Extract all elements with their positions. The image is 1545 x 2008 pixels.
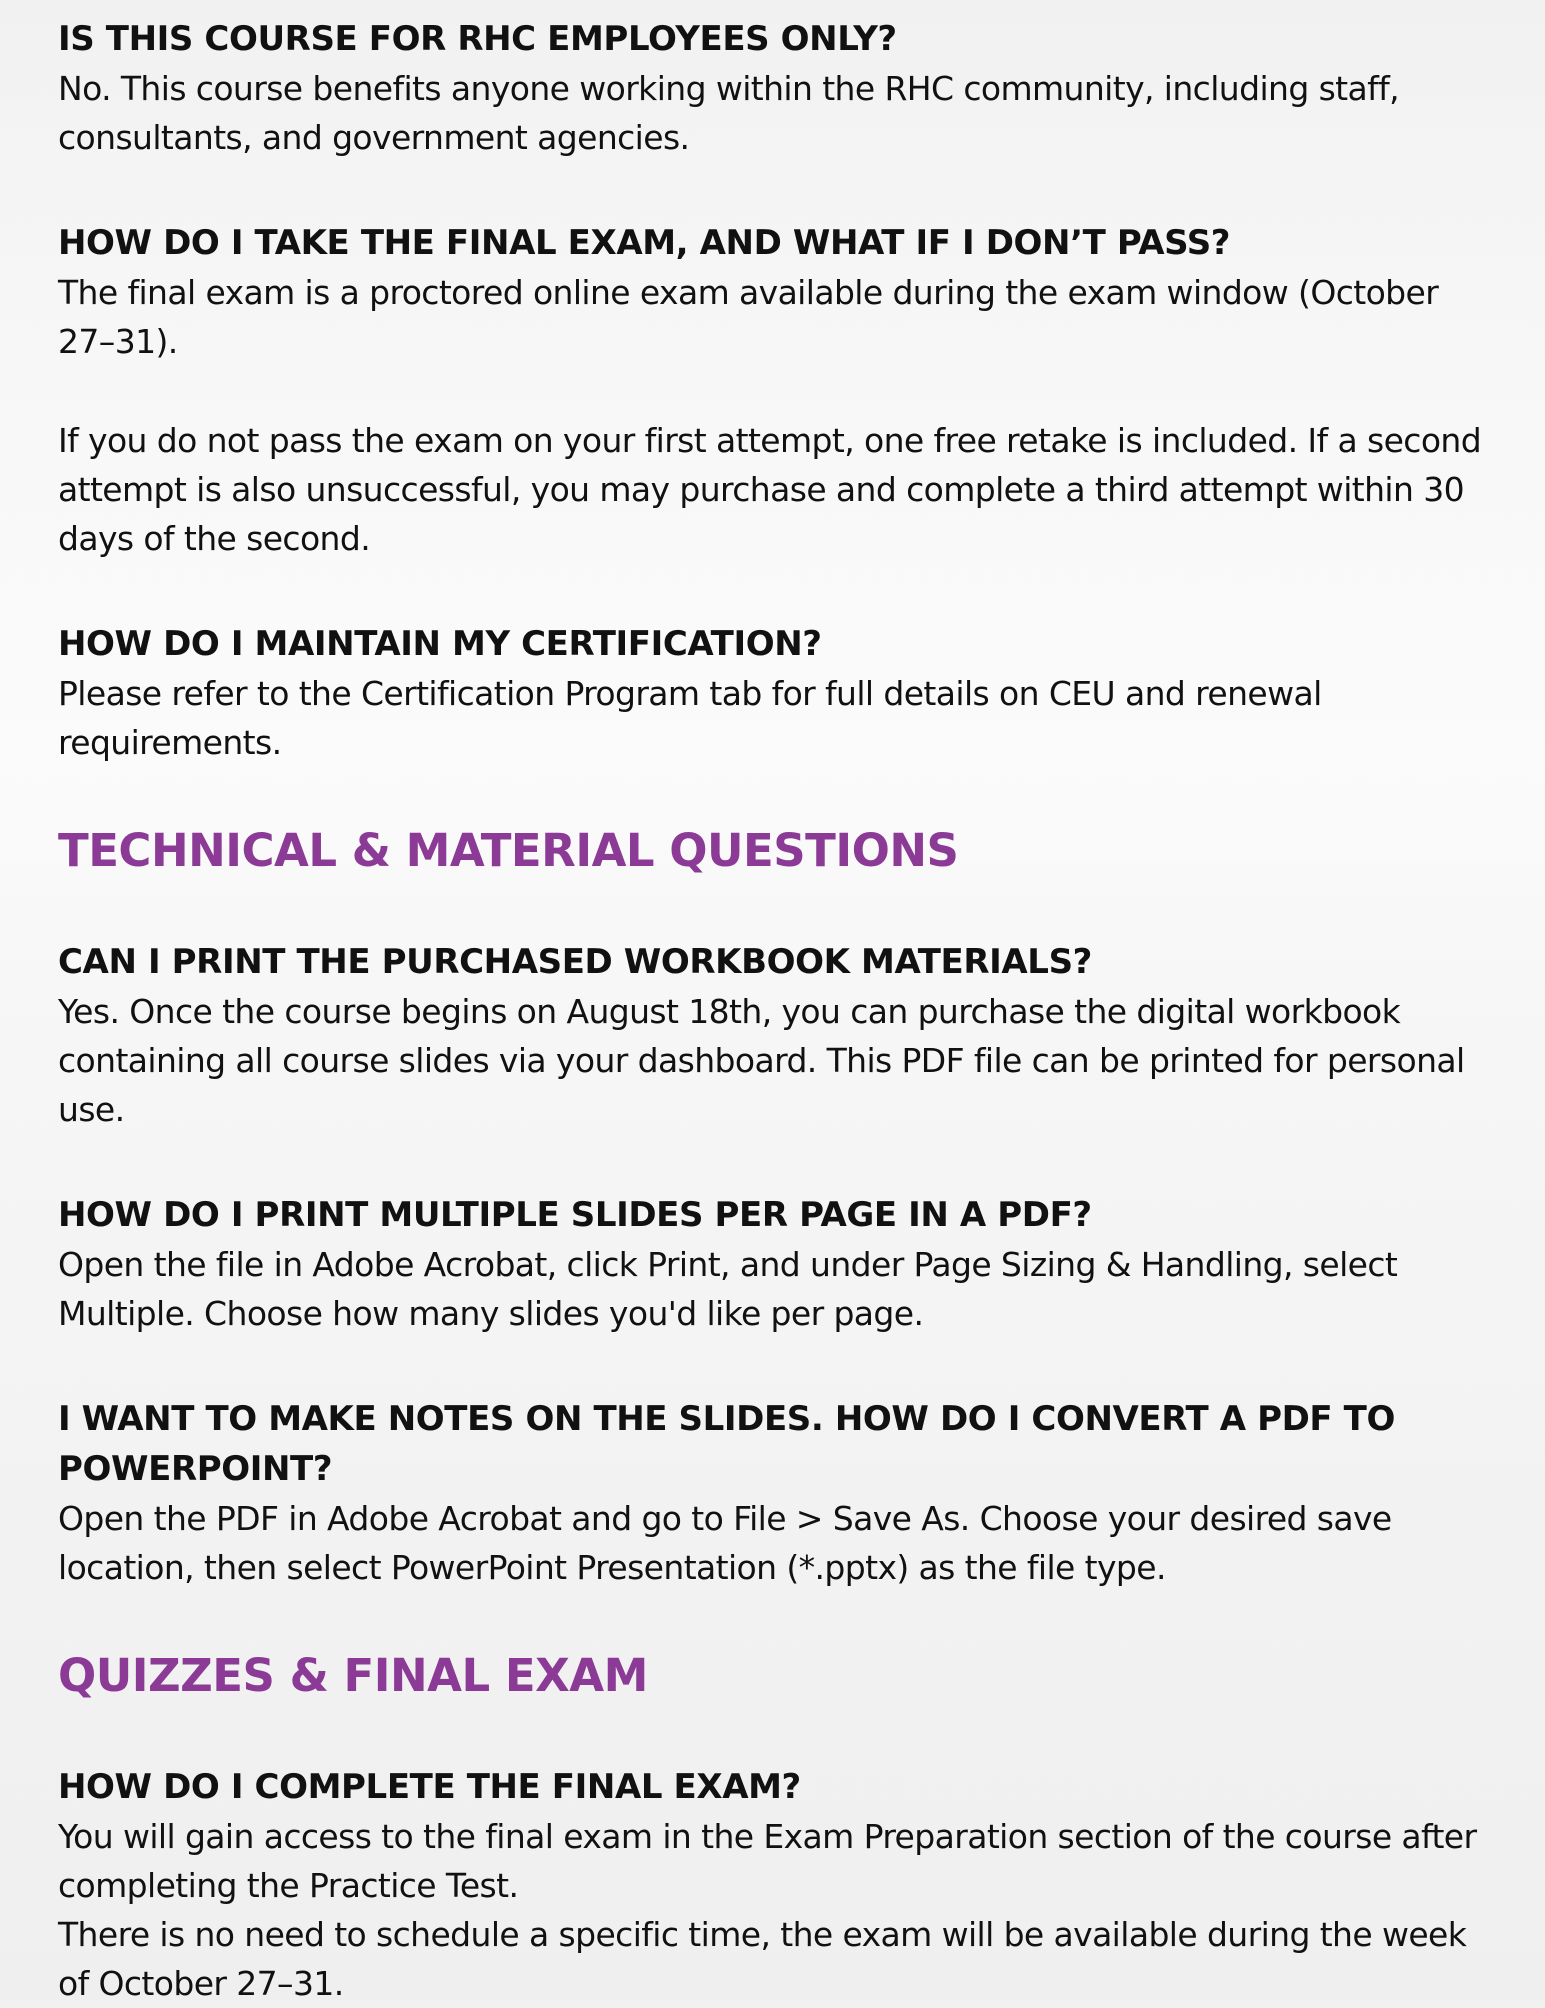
faq-question: HOW DO I MAINTAIN MY CERTIFICATION?	[58, 624, 822, 664]
faq-question: HOW DO I TAKE THE FINAL EXAM, AND WHAT IF I DON’T PASS?	[58, 223, 1231, 263]
faq-answer: You will gain access to the final exam in the Exam Preparation section of the course after completing the Practice Test.	[58, 1817, 1477, 1905]
faq-answer: If you do not pass the exam on your first attempt, one free retake is included. If a second attempt is also unsuccessful, you may purchase and complete a third attempt within 30 days of the second.	[58, 421, 1482, 558]
faq-question: CAN I PRINT THE PURCHASED WORKBOOK MATERIALS?	[58, 942, 1092, 982]
faq-answer: The final exam is a proctored online exam available during the exam window (October 27–31).	[58, 273, 1439, 361]
faq-answer: No. This course benefits anyone working within the RHC community, including staff, consultants, and government agencies.	[58, 69, 1400, 157]
section-heading-quizzes: QUIZZES & FINAL EXAM	[58, 1649, 648, 1702]
section-heading-technical: TECHNICAL & MATERIAL QUESTIONS	[58, 824, 959, 877]
faq-question: IS THIS COURSE FOR RHC EMPLOYEES ONLY?	[58, 19, 897, 59]
faq-question: I WANT TO MAKE NOTES ON THE SLIDES. HOW DO I CONVERT A PDF TO POWERPOINT?	[58, 1399, 1395, 1489]
faq-answer: Open the file in Adobe Acrobat, click Print, and under Page Sizing & Handling, select Multiple. Choose how many slides you'd like per page.	[58, 1245, 1398, 1333]
faq-answer: There is no need to schedule a specific time, the exam will be available during the week of October 27–31.	[58, 1915, 1467, 2003]
faq-item-convert-pdf-powerpoint	[58, 1394, 1487, 1592]
faq-item-print-multiple-slides	[58, 1190, 1487, 1338]
faq-item-final-exam-retake	[58, 218, 1487, 563]
faq-answer: Yes. Once the course begins on August 18th, you can purchase the digital workbook containing all course slides via your dashboard. This PDF file can be printed for personal use.	[58, 992, 1465, 1129]
faq-item-print-workbook	[58, 937, 1487, 1134]
faq-item-rhc-employees	[58, 14, 1487, 162]
faq-item-maintain-certification	[58, 619, 1487, 767]
faq-question: HOW DO I PRINT MULTIPLE SLIDES PER PAGE IN A PDF?	[58, 1195, 1092, 1235]
faq-answer: Open the PDF in Adobe Acrobat and go to File > Save As. Choose your desired save location, then select PowerPoint Presentation (*.pptx) as the file type.	[58, 1499, 1392, 1587]
faq-answer: Please refer to the Certification Program tab for full details on CEU and renewal requirements.	[58, 674, 1322, 762]
faq-item-complete-final-exam	[58, 1762, 1487, 2008]
faq-question: HOW DO I COMPLETE THE FINAL EXAM?	[58, 1767, 801, 1807]
